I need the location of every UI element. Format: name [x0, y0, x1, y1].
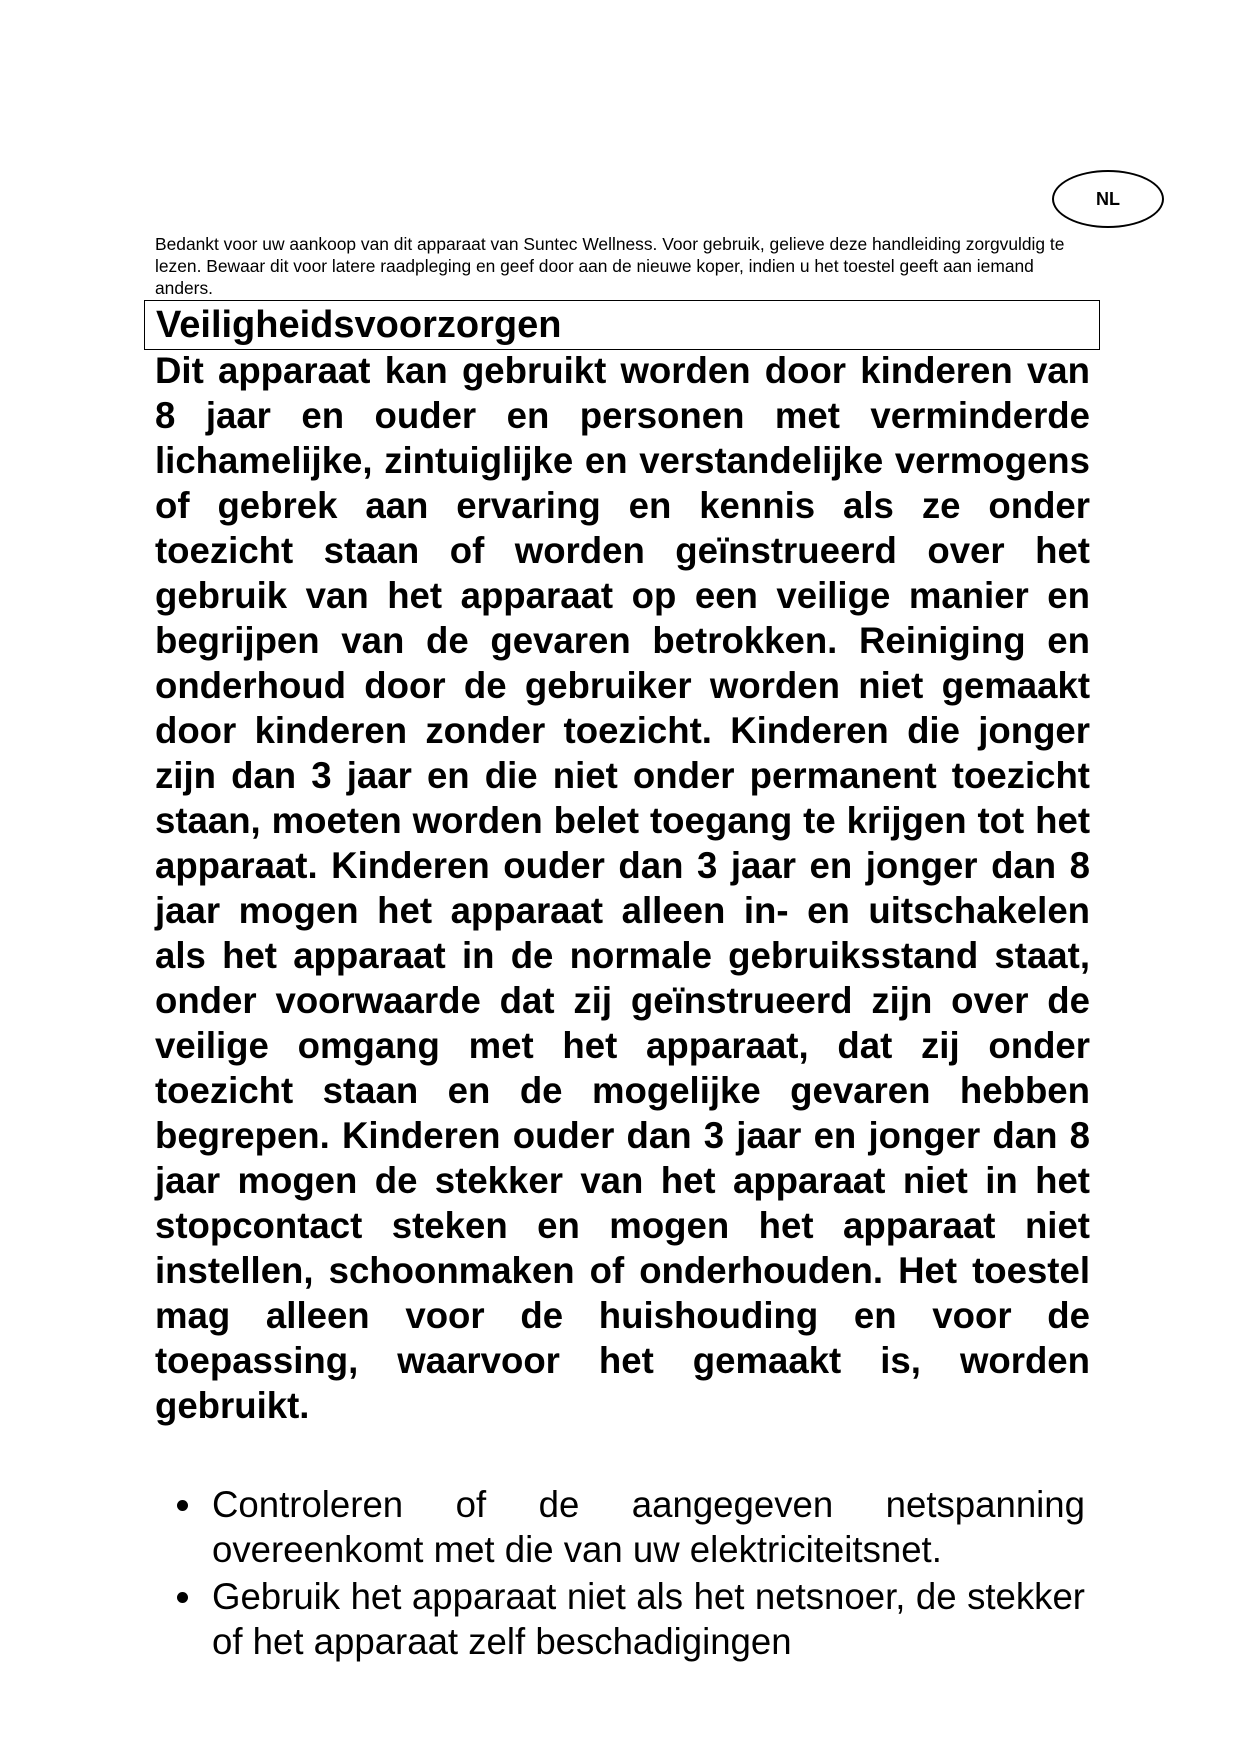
- safety-body-text: Dit apparaat kan gebruikt worden door kinderen van 8 jaar en ouder en personen met verminderde lichamelijke, zintuiglijke en verstandelijke vermogens of gebrek aan ervaring en kennis als ze onder toezicht staan of worden geïnstrueerd over het gebruik van het apparaat op een veilige manier en begrijpen van de gevaren betrokken. Reiniging en onderhoud door de gebruiker worden niet gemaakt door kinderen zonder toezicht. Kinderen die jonger zijn dan 3 jaar en die niet onder permanent toezicht staan, moeten worden belet toegang te krijgen tot het apparaat. Kinderen ouder dan 3 jaar en jonger dan 8 jaar mogen het apparaat alleen in- en uitschakelen als het apparaat in de normale gebruiksstand staat, onder voorwaarde dat zij geïnstrueerd zijn over de veilige omgang met het apparaat, dat zij onder toezicht staan en de mogelijke gevaren hebben begrepen. Kinderen ouder dan 3 jaar en jonger dan 8 jaar mogen de stekker van het apparaat niet in het stopcontact steken en mogen het apparaat niet instellen, schoonmaken of onderhouden. Het toestel mag alleen voor de huishouding en voor de toepassing, waarvoor het gemaakt is, worden gebruikt.: [155, 350, 1090, 1426]
- list-item: [155, 1574, 1085, 1664]
- bullet-icon: [177, 1592, 188, 1603]
- section-title-box: [144, 300, 1100, 350]
- list-item-text: Gebruik het apparaat niet als het netsnoer, de stekker of het apparaat zelf beschadigingen: [212, 1576, 1085, 1662]
- list-item: [155, 1482, 1085, 1572]
- safety-bullet-list: [155, 1482, 1085, 1666]
- intro-text: Bedankt voor uw aankoop van dit apparaat van Suntec Wellness. Voor gebruik, gelieve deze handleiding zorgvuldig te lezen. Bewaar dit voor latere raadpleging en geef door aan de nieuwe koper, indien u het toestel geeft aan iemand anders.: [155, 234, 1065, 298]
- language-badge-label: NL: [1096, 188, 1120, 209]
- bullet-icon: [177, 1500, 188, 1511]
- section-title: Veiligheidsvoorzorgen: [156, 303, 562, 346]
- list-item-text: Controleren of de aangegeven netspanning overeenkomt met die van uw elektriciteitsnet.: [212, 1484, 1085, 1570]
- language-badge: [1052, 170, 1164, 228]
